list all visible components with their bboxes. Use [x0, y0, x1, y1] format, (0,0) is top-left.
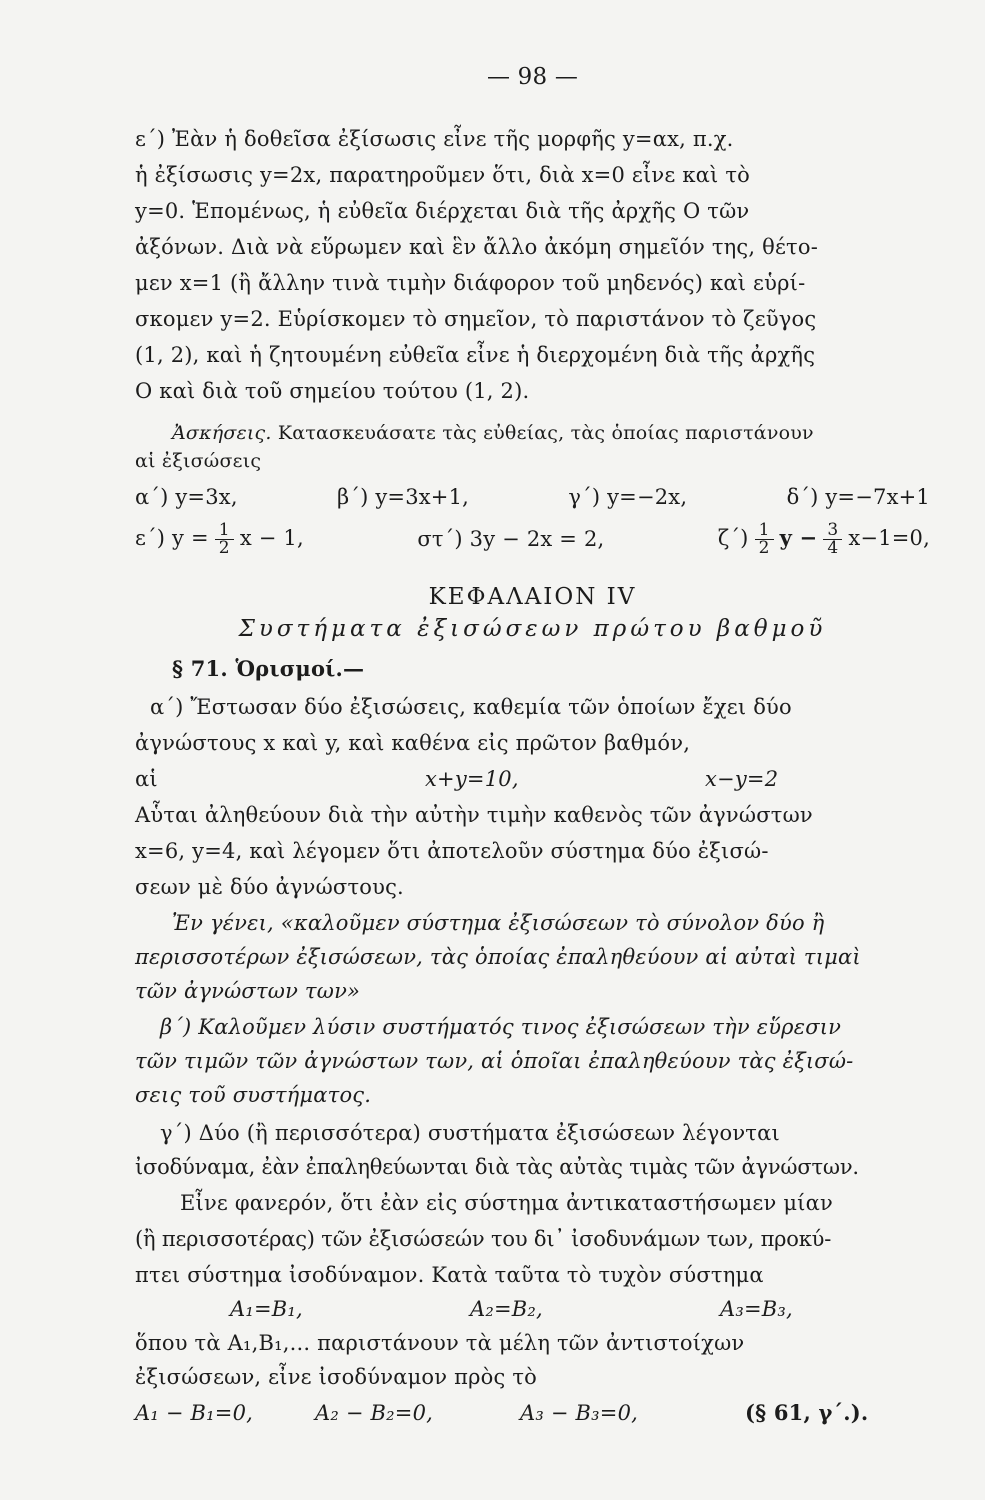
equation-a3-b3: A₃=B₃, — [720, 1297, 793, 1321]
exercise-b: β΄) y=3x+1, — [337, 485, 470, 509]
equation-a2-minus-b2: A₂ − B₂=0, — [315, 1401, 434, 1425]
equation-2: x−y=2 — [705, 767, 779, 791]
exercises-text: Κατασκευάσατε τὰς εὐθείας, τὰς ὁποίας παριστάνουν — [277, 422, 814, 444]
fraction-numerator: 1 — [215, 522, 234, 540]
equation-a1-b1: A₁=B₁, — [230, 1297, 303, 1321]
chapter-heading: ΚΕΦΑΛΑΙΟΝ IV — [428, 584, 637, 610]
exercises-line-1 — [172, 418, 930, 448]
para-e-line-8: Ο καὶ διὰ τοῦ σημείου τούτου (1, 2). — [135, 379, 530, 403]
fraction-denominator: 2 — [758, 537, 770, 558]
para-e-line-3: y=0. Ἑπομένως, ἡ εὐθεῖα διέρχεται διὰ τῆς ἀρχῆς Ο τῶν — [135, 199, 750, 223]
fraction-half-2 — [755, 519, 774, 558]
para-e-line-4: ἀξόνων. Διὰ νὰ εὕρωμεν καὶ ἓν ἄλλο ἀκόμη σημεῖόν της, θέτο- — [135, 235, 819, 259]
para-b-line-2: τῶν τιμῶν τῶν ἀγνώστων των, αἱ ὁποῖαι ἐπαληθεύουν τὰς ἐξισώ- — [135, 1049, 854, 1073]
para-e-line-5: μεν x=1 (ἢ ἄλλην τινὰ τιμὴν διάφορον τοῦ μηδενός) καὶ εὑρί- — [135, 271, 806, 295]
para-e-line-2: ἡ ἐξίσωσις y=2x, παρατηροῦμεν ὅτι, διὰ x=0 εἶνε καὶ τὸ — [135, 163, 751, 187]
exercise-z-rest: x−1=0, — [848, 525, 930, 550]
fraction-three-quarters — [823, 519, 842, 558]
para-a-equations — [135, 764, 930, 794]
para-e-line-1: ε΄) Ἐὰν ἡ δοθεῖσα ἐξίσωσις εἶνε τῆς μορφῆς y=αx, π.χ. — [135, 127, 734, 151]
chapter-title: Συστήματα ἐξισώσεων πρώτου βαθμοῦ — [238, 616, 827, 642]
fraction-numerator: 3 — [823, 522, 842, 540]
section-label: § 71. Ὁρισμοί.— — [172, 656, 365, 681]
fraction-numerator: 1 — [755, 522, 774, 540]
exercise-g: γ΄) y=−2x, — [568, 485, 688, 509]
exercise-st: στ΄) 3y − 2x = 2, — [417, 527, 605, 551]
exercise-a: α΄) y=3x, — [135, 485, 238, 509]
para-a-line-5: x=6, y=4, καὶ λέγομεν ὅτι ἀποτελοῦν σύστημα δύο ἐξισώ- — [135, 839, 769, 863]
definition-line-1: Ἐν γένει, «καλοῦμεν σύστημα ἐξισώσεων τὸ σύνολον δύο ἢ — [172, 911, 825, 935]
para-last-line-3: πτει σύστημα ἰσοδύναμον. Κατὰ ταῦτα τὸ τυχὸν σύστημα — [135, 1263, 764, 1287]
exercise-z — [717, 519, 930, 558]
equation-a1-minus-b1: A₁ − B₁=0, — [135, 1401, 254, 1425]
exercise-e-rest: x − 1, — [239, 525, 304, 550]
para-b-line-3: σεις τοῦ συστήματος. — [135, 1083, 372, 1107]
definition-line-3: τῶν ἀγνώστων των» — [135, 979, 361, 1003]
equation-a2-b2: A₂=B₂, — [470, 1297, 543, 1321]
para-e-line-7: (1, 2), καὶ ἡ ζητουμένη εὐθεῖα εἶνε ἡ διερχομένη διὰ τῆς ἀρχῆς — [135, 343, 816, 367]
para-g-line-1: γ΄) Δύο (ἢ περισσότερα) συστήματα ἐξισώσεων λέγονται — [160, 1121, 780, 1145]
fraction-half — [215, 519, 234, 558]
exercises-row-1 — [135, 482, 930, 512]
para-g-line-2: ἰσοδύναμα, ἐὰν ἐπαληθεύωνται διὰ τὰς αὐτὰς τιμὰς τῶν ἀγνώστων. — [135, 1155, 859, 1179]
exercise-d: δ΄) y=−7x+1 — [786, 485, 930, 509]
equation-a3-minus-b3: A₃ − B₃=0, — [520, 1401, 639, 1425]
section-reference: (§ 61, γ΄.). — [745, 1400, 869, 1425]
equation-1: x+y=10, — [425, 767, 519, 791]
fraction-denominator: 4 — [827, 537, 839, 558]
exercises-row-2 — [135, 516, 930, 562]
para-b-line-1: β΄) Καλοῦμεν λύσιν συστήματός τινος ἐξισώσεων τὴν εὕρεσιν — [160, 1015, 842, 1039]
definition-line-2: περισσοτέρων ἐξισώσεων, τὰς ὁποίας ἐπαληθεύουν αἱ αὐταὶ τιμαὶ — [135, 945, 861, 969]
para-last-line-1: Εἶνε φανερόν, ὅτι ἐὰν εἰς σύστημα ἀντικαταστήσωμεν μίαν — [180, 1191, 833, 1215]
para-a-line-4: Αὗται ἀληθεύουν διὰ τὴν αὐτὴν τιμὴν καθενὸς τῶν ἀγνώστων — [135, 803, 813, 827]
exercise-z-prefix: ζ΄) — [717, 525, 749, 550]
para-last-line-6: ἐξισώσεων, εἶνε ἰσοδύναμον πρὸς τὸ — [135, 1365, 538, 1389]
para-last-line-2: (ἢ περισσοτέρας) τῶν ἐξισώσεών του δι᾽ ἰσοδυνάμων των, προκύ- — [135, 1227, 832, 1251]
fraction-denominator: 2 — [218, 537, 230, 558]
page-number: — 98 — — [486, 64, 579, 90]
para-a-line-6: σεων μὲ δύο ἀγνώστους. — [135, 875, 404, 899]
exercise-z-mid: y − — [779, 524, 818, 550]
para-a-line-2: ἀγνώστους x καὶ y, καὶ καθένα εἰς πρῶτον βαθμόν, — [135, 731, 691, 755]
para-a-line-1: α΄) Ἔστωσαν δύο ἐξισώσεις, καθεμία τῶν ὁποίων ἔχει δύο — [150, 695, 792, 719]
exercise-e — [135, 519, 304, 558]
para-last-line-5: ὅπου τὰ A₁,B₁,... παριστάνουν τὰ μέλη τῶν ἀντιστοίχων — [135, 1331, 745, 1355]
para-e-line-6: σκομεν y=2. Εὑρίσκομεν τὸ σημεῖον, τὸ παριστάνον τὸ ζεῦγος — [135, 307, 817, 331]
exercises-label: Ἀσκήσεις. — [172, 422, 272, 444]
exercises-line-2: αἱ ἐξισώσεις — [135, 450, 262, 472]
equations-prefix: αἱ — [135, 767, 158, 791]
exercise-e-prefix: ε΄) y = — [135, 525, 209, 550]
